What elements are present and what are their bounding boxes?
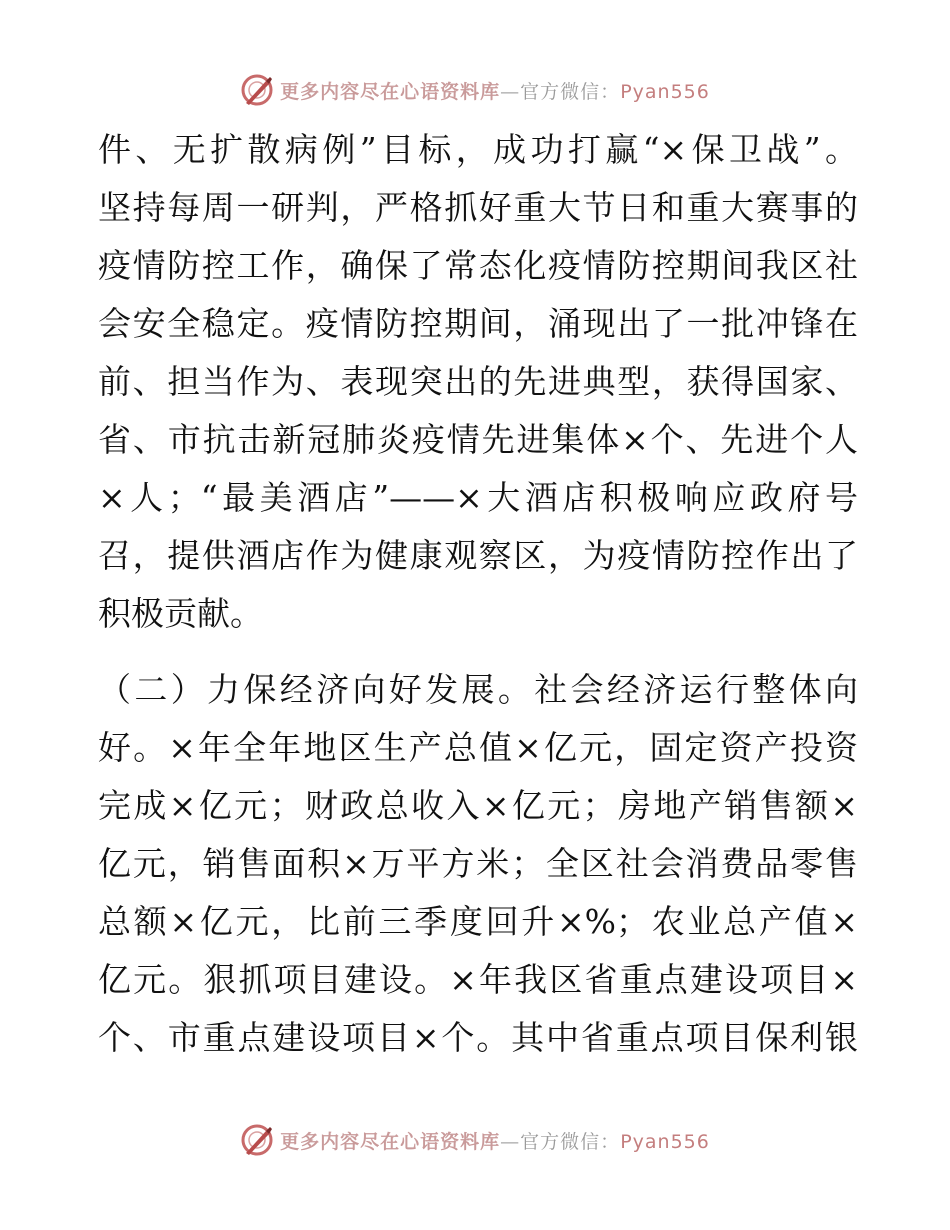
text-line: 坚持每周一研判，严格抓好重大节日和重大赛事的 xyxy=(98,188,858,227)
watermark-wechat-id: Pyan556 xyxy=(620,1130,710,1153)
text-line: 完成×亿元；财政总收入×亿元；房地产销售额× xyxy=(98,786,858,825)
watermark-wechat-id: Pyan556 xyxy=(620,80,710,103)
document-body xyxy=(98,121,858,1067)
watermark-main: 更多内容尽在心语资料库 xyxy=(280,1130,501,1153)
header-watermark xyxy=(0,70,950,110)
watermark-text xyxy=(280,77,710,104)
text-line: 疫情防控工作，确保了常态化疫情防控期间我区社 xyxy=(98,246,858,285)
text-line: ×人；“最美酒店”——×大酒店积极响应政府号 xyxy=(98,478,858,517)
text-line: 召，提供酒店作为健康观察区，为疫情防控作出了 xyxy=(98,536,858,575)
text-line: 好。×年全年地区生产总值×亿元，固定资产投资 xyxy=(98,728,858,767)
paragraph-1 xyxy=(98,121,858,643)
text-line: （二）力保经济向好发展。社会经济运行整体向 xyxy=(98,670,858,709)
text-line: 亿元，销售面积×万平方米；全区社会消费品零售 xyxy=(98,844,858,883)
paragraph-2 xyxy=(98,661,858,1067)
footer-watermark xyxy=(0,1120,950,1160)
text-line: 积极贡献。 xyxy=(98,594,263,633)
pen-logo-icon xyxy=(240,1123,274,1157)
watermark-text xyxy=(280,1127,710,1154)
watermark-wechat-label: 官方微信： xyxy=(520,1130,621,1153)
text-line: 件、无扩散病例”目标，成功打赢“×保卫战”。 xyxy=(98,130,858,169)
text-line: 总额×亿元，比前三季度回升×%；农业总产值× xyxy=(98,902,858,941)
text-line: 省、市抗击新冠肺炎疫情先进集体×个、先进个人 xyxy=(98,420,858,459)
text-line: 前、担当作为、表现突出的先进典型，获得国家、 xyxy=(98,362,858,401)
watermark-separator: — xyxy=(500,1130,521,1153)
pen-logo-icon xyxy=(240,73,274,107)
text-line: 个、市重点建设项目×个。其中省重点项目保利银 xyxy=(98,1018,858,1057)
watermark-wechat-label: 官方微信： xyxy=(520,80,621,103)
watermark-main: 更多内容尽在心语资料库 xyxy=(280,80,501,103)
text-line: 会安全稳定。疫情防控期间，涌现出了一批冲锋在 xyxy=(98,304,858,343)
text-line: 亿元。狠抓项目建设。×年我区省重点建设项目× xyxy=(98,960,858,999)
watermark-separator: — xyxy=(500,80,521,103)
